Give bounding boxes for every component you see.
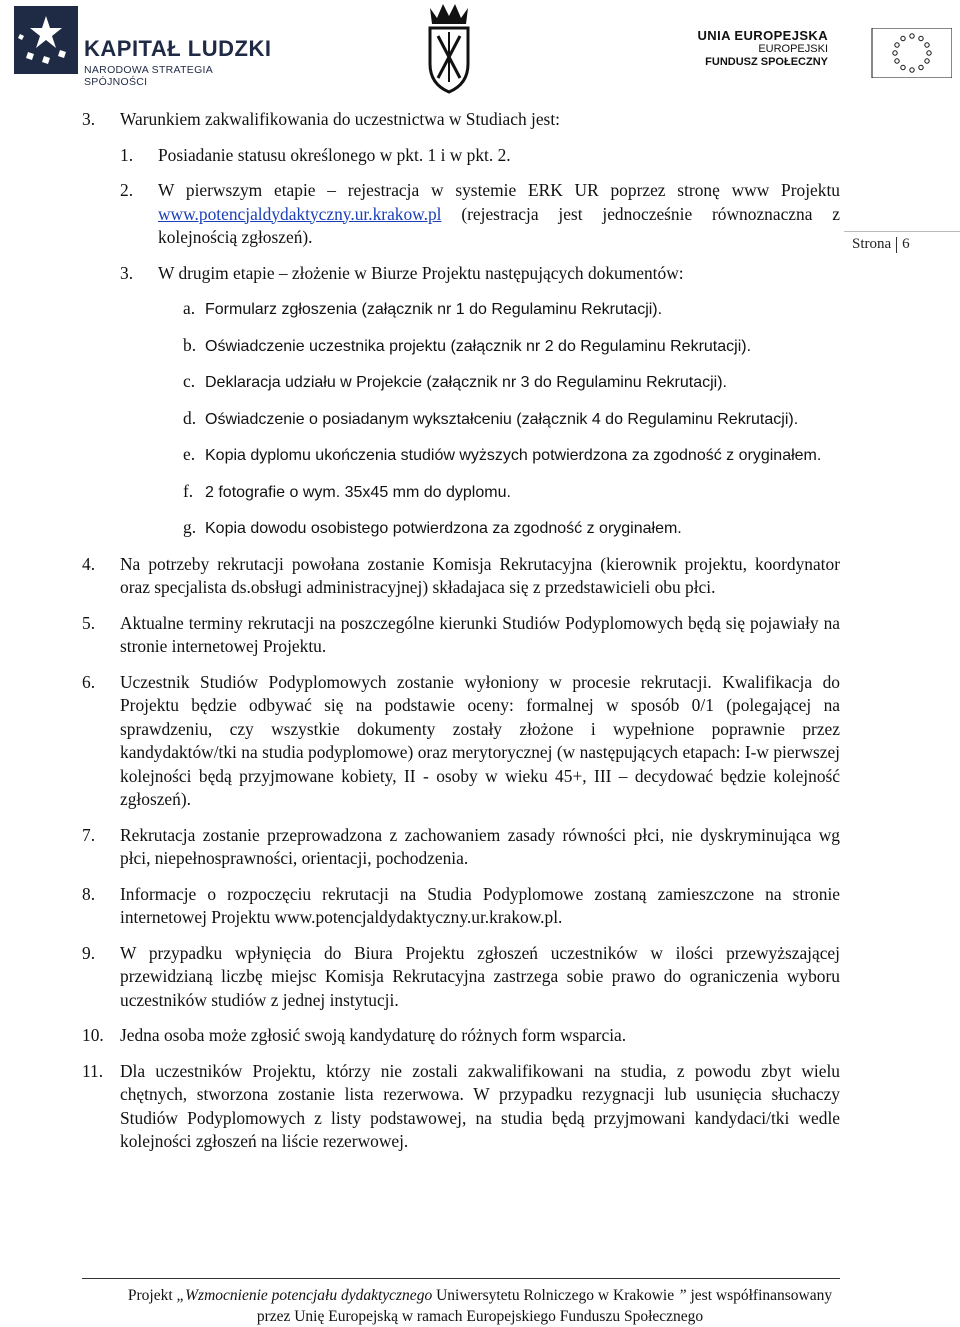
list-letter: d. [183, 407, 197, 428]
page-number-separator [896, 237, 897, 253]
section-text: Uczestnik Studiów Podyplomowych zostanie wyłoniony w procesie rekrutacji. Kwalifikacja do Projektu będzie odbywać się na podstawie oceny: formalnej w sposób 0/1 (polegającej na sprawdzeniu, czy wszystkie dokumenty zostały złożone i wypełnione poprawnie przez kandydaktów/tki na studia podyplomowe) oraz merytorycznej (w następujących etapach: I-w pierwszej kolejności będą przyjmowane kobiety, II - osoby w wieku 45+, III – decydować będzie kolejność zgłoszeń). [120, 671, 840, 809]
kapital-ludzki-emblem-icon [14, 6, 78, 74]
section-text: W przypadku wpłynięcia do Biura Projektu zgłoszeń uczestników w ilości przewyższającej przewidzianą liczbę miejsc Komisja Rekrutacyjna zastrzega sobie prawo do ograniczenia wyboru uczestników studiów z jednej instytucji. [120, 942, 840, 1010]
footer-prefix: Projekt [127, 1287, 177, 1304]
list-number: 9. [82, 942, 96, 963]
list-number: 5. [82, 612, 96, 633]
page-number-rule [844, 231, 960, 232]
section-text: Rekrutacja zostanie przeprowadzona z zachowaniem zasady równości płci, nie dyskryminująca wg płci, niepełnosprawności, orientacji, pochodzenia. [120, 824, 840, 868]
list-number: 2. [120, 180, 134, 200]
eu-logo [672, 28, 952, 78]
document-item-b [183, 334, 840, 359]
footer-middle: Uniwersytetu Rolniczego w Krakowie [432, 1287, 678, 1304]
document-body [82, 108, 840, 1166]
document-item-d [183, 407, 840, 432]
list-number: 6. [82, 671, 96, 692]
list-letter: f. [183, 480, 194, 501]
section-8 [82, 883, 840, 930]
list-letter: a. [183, 298, 196, 318]
condition-text-before: W pierwszym etapie – rejestracja w systemie ERK UR poprzez stronę www Projektu [158, 180, 840, 200]
list-letter: c. [183, 371, 196, 391]
university-crest-icon [422, 2, 476, 94]
condition-1 [120, 144, 840, 168]
section-text: Jedna osoba może zgłosić swoją kandydaturę do różnych form wsparcia. [120, 1025, 627, 1045]
document-item-a [183, 297, 840, 322]
condition-2 [120, 179, 840, 250]
document-text: Deklaracja udziału w Projekcie (załącznik nr 3 do Regulaminu Rekrutacji). [205, 374, 727, 391]
list-letter: b. [183, 334, 197, 355]
section-4 [82, 553, 840, 600]
section-text: Informacje o rozpoczęciu rekrutacji na Studia Podyplomowe zostaną zamieszczone na stronie internetowej Projektu www.potencjaldydaktyczny.ur.krakow.pl. [120, 883, 840, 927]
footer-rule [82, 1278, 840, 1279]
document-text: Oświadczenie o posiadanym wykształceniu (załącznik 4 do Regulaminu Rekrutacji). [205, 410, 799, 428]
eu-logo-text [698, 28, 828, 69]
document-item-g [183, 516, 840, 541]
list-number: 8. [82, 883, 96, 904]
list-number: 1. [120, 144, 134, 165]
document-text: Formularz zgłoszenia (załącznik nr 1 do Regulaminu Rekrutacji). [205, 301, 663, 318]
footer-line-1 [0, 1285, 960, 1306]
kapital-ludzki-logo [14, 6, 274, 88]
condition-text: W drugim etapie – złożenie w Biurze Projektu następujących dokumentów: [158, 262, 684, 283]
project-website-link[interactable]: www.potencjaldydaktyczny.ur.krakow.pl [158, 203, 442, 224]
condition-text: Posiadanie statusu określonego w pkt. 1 i w pkt. 2. [158, 144, 511, 165]
document-text: Kopia dowodu osobistego potwierdzona za zgodność z oryginałem. [205, 520, 682, 537]
section-11 [82, 1060, 840, 1154]
list-number: 3. [120, 262, 134, 283]
section-6 [82, 671, 840, 812]
section-text: Warunkiem zakwalifikowania do uczestnictwa w Studiach jest: [120, 109, 560, 129]
condition-text-after: (rejestracja jest jednocześnie równoznaczna z kolejnością zgłoszeń). [158, 203, 840, 247]
eu-flag-icon [842, 28, 952, 78]
footer-quote-close: ” [678, 1287, 687, 1304]
footer-project-title: „Wzmocnienie potencjału dydaktycznego [176, 1287, 433, 1304]
eu-logo-line2: EUROPEJSKI [758, 43, 828, 55]
section-text: Na potrzeby rekrutacji powołana zostanie Komisja Rekrutacyjna (kierownik projektu, koordynator oraz specjalista ds.obsługi administracyjnej) składajaca się z przedstawicieli obu płci. [120, 553, 840, 597]
page-number-value: 6 [902, 236, 910, 252]
section-10 [82, 1024, 840, 1048]
page-footer [0, 1285, 960, 1327]
list-letter: g. [183, 517, 197, 537]
document-text: Kopia dyplomu ukończenia studiów wyższych potwierdzona za zgodność z oryginałem. [205, 447, 822, 464]
section-text: Dla uczestników Projektu, którzy nie zostali zakwalifikowani na studia, z powodu zbyt wielu chętnych, stworzona zostanie lista rezerwowa. W przypadku rezygnacji lub usunięcia słuchaczy Studiów Podyplomowych z listy podstawowej, na studia będą przyjmowani kandydaci/tki wedle kolejności zgłoszeń na liście rezerwowej. [120, 1060, 840, 1151]
section-5 [82, 612, 840, 659]
page-number [852, 236, 910, 253]
list-number: 10. [82, 1025, 104, 1045]
kapital-ludzki-title: KAPITAŁ LUDZKI [84, 36, 272, 61]
section-7 [82, 824, 840, 871]
kapital-ludzki-subtitle: NARODOWA STRATEGIA SPÓJNOŚCI [84, 64, 213, 88]
document-item-c [183, 370, 840, 395]
document-item-f [183, 480, 840, 505]
condition-3 [120, 262, 840, 286]
footer-suffix: jest współfinansowany [686, 1287, 833, 1304]
section-3 [82, 108, 840, 132]
eu-logo-line3: FUNDUSZ SPOŁECZNY [705, 56, 828, 68]
eu-logo-line1: UNIA EUROPEJSKA [697, 28, 828, 43]
page-header [0, 0, 960, 100]
list-number: 4. [82, 553, 96, 574]
document-text: 2 fotografie o wym. 35x45 mm do dyplomu. [205, 483, 511, 501]
section-9 [82, 942, 840, 1013]
list-number: 11. [82, 1060, 104, 1081]
document-item-e [183, 443, 840, 468]
footer-line-2: przez Unię Europejską w ramach Europejskiego Funduszu Społecznego [256, 1308, 704, 1325]
document-text: Oświadczenie uczestnika projektu (załącznik nr 2 do Regulaminu Rekrutacji). [205, 337, 752, 355]
list-number: 7. [82, 824, 96, 845]
section-text: Aktualne terminy rekrutacji na poszczególne kierunki Studiów Podyplomowych będą się pojawiały na stronie internetowej Projektu. [120, 612, 840, 656]
page-number-word: Strona [852, 236, 892, 252]
list-letter: e. [183, 444, 196, 464]
list-number: 3. [82, 109, 96, 129]
